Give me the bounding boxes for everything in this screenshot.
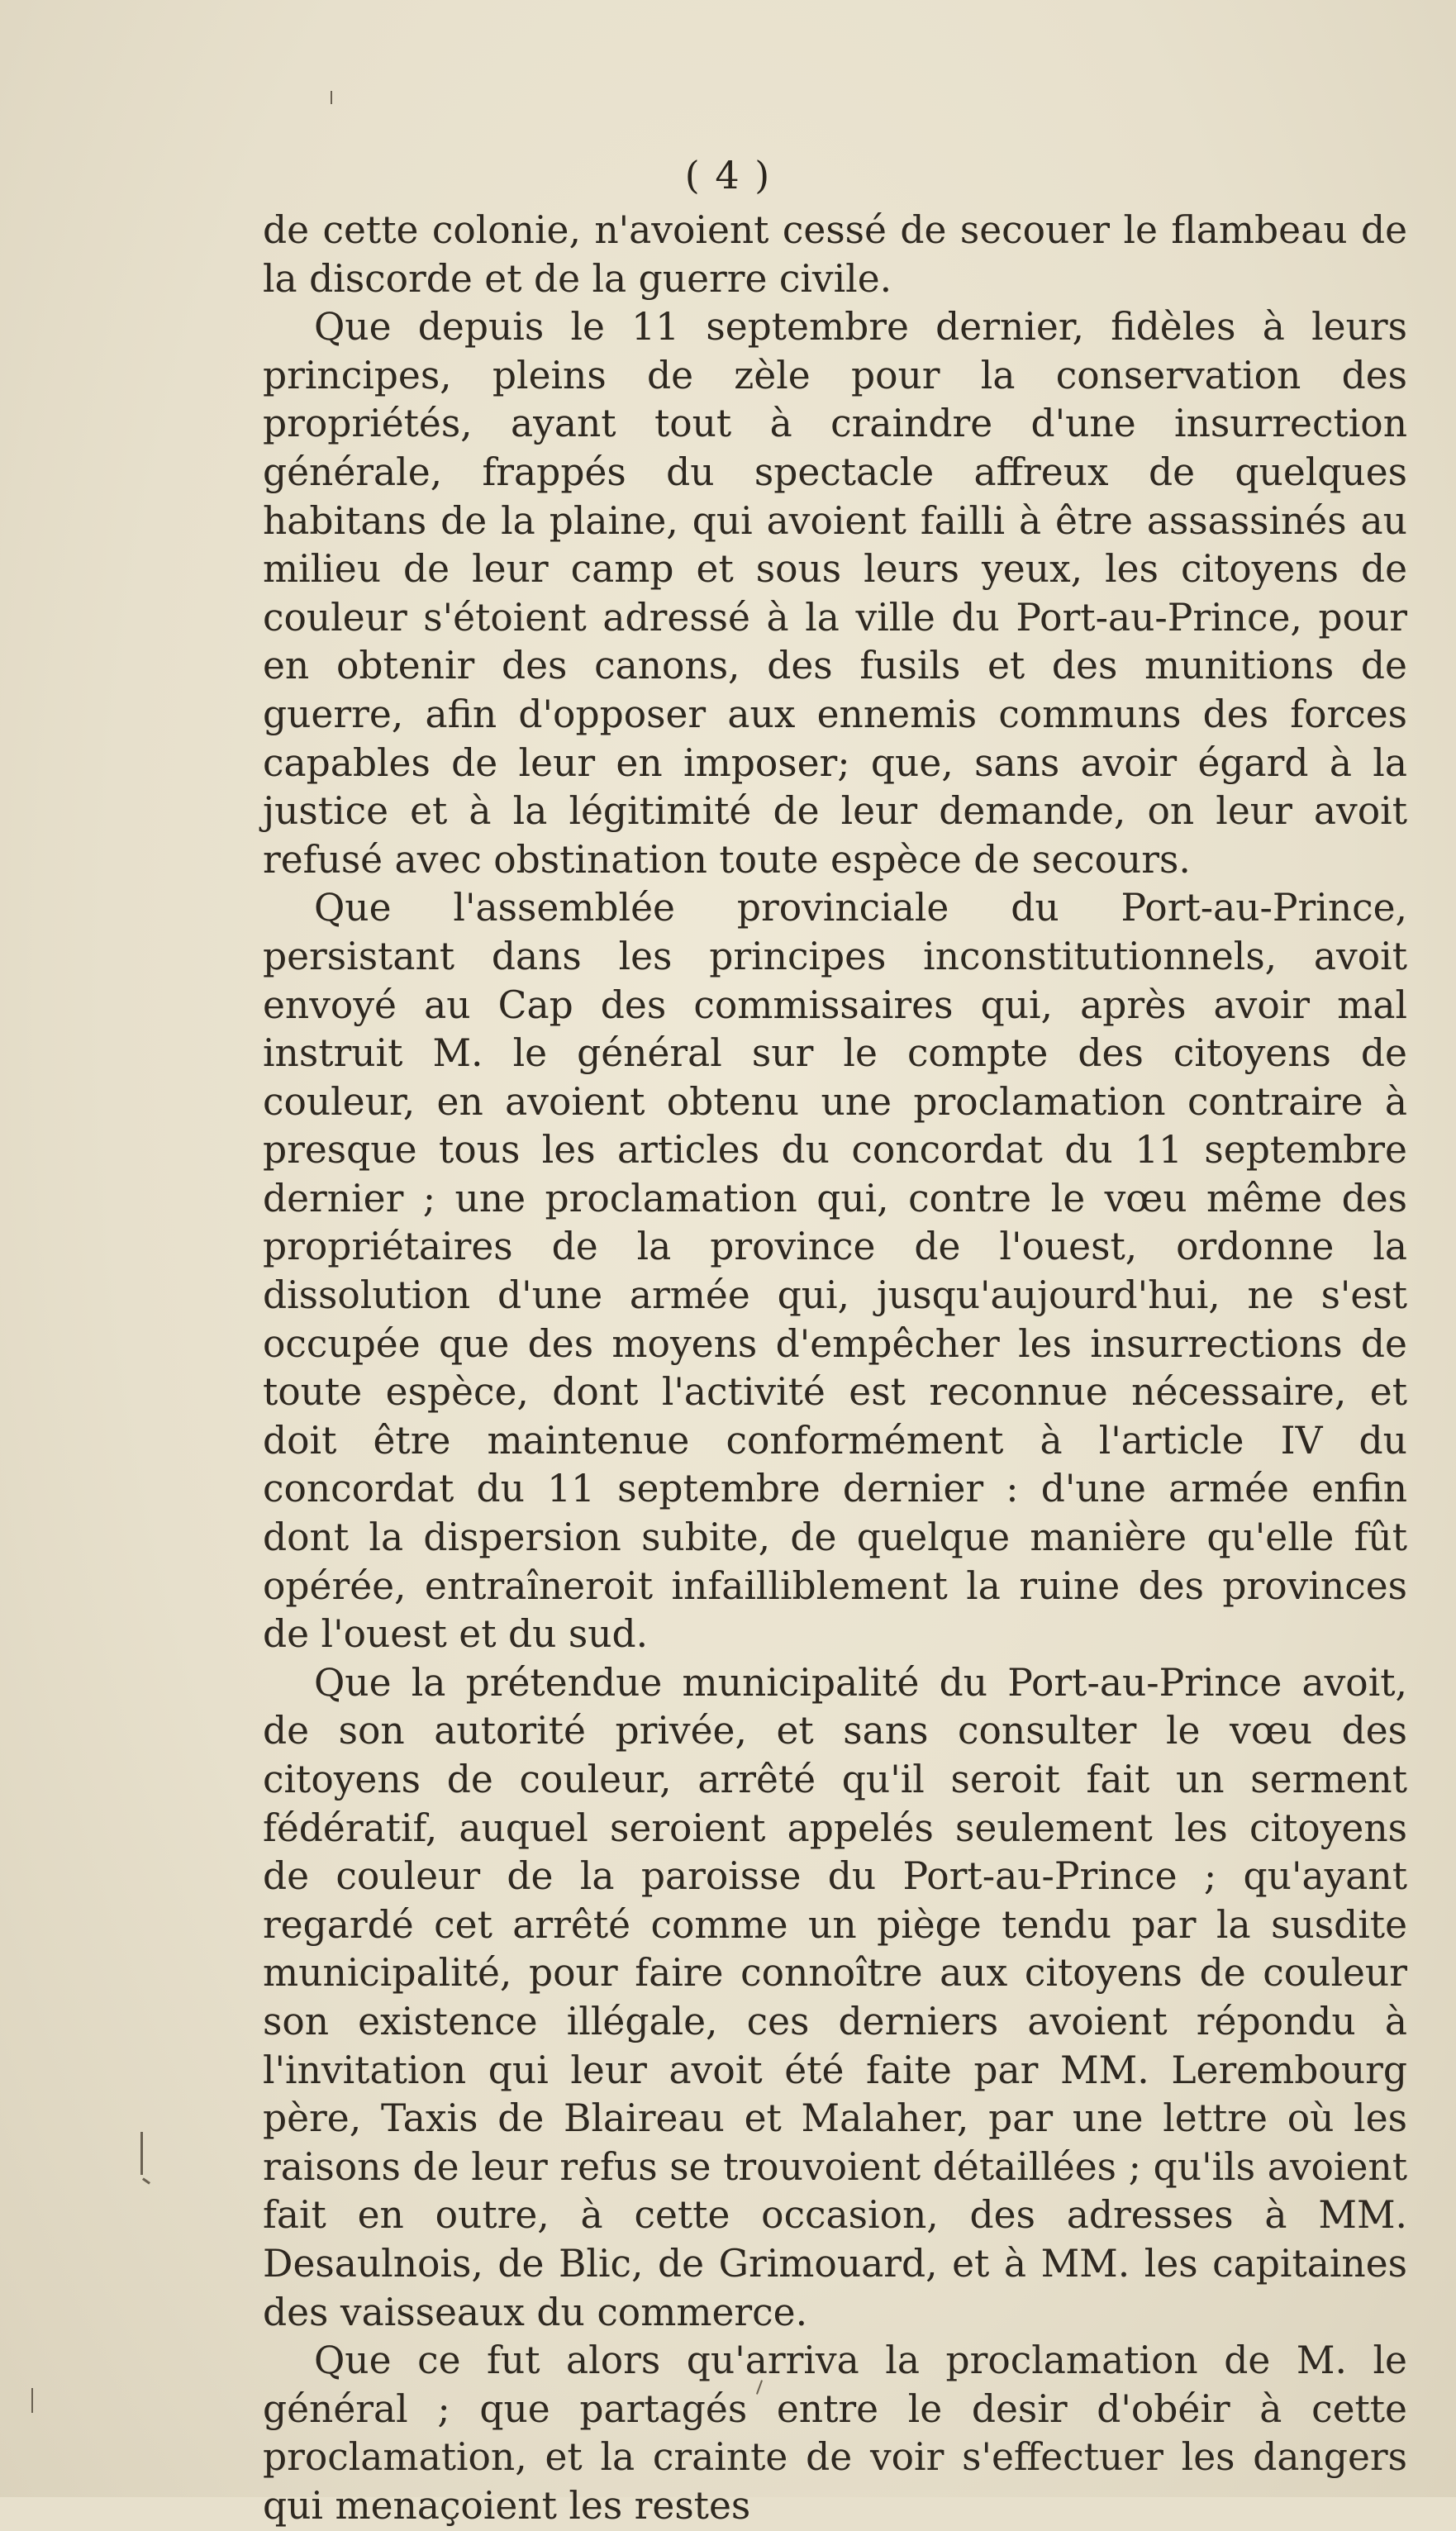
paragraph-proclamation: Que ce fut alors qu'arriva la proclamation de M. le général ; que partagés entre le desir d'obéir à cette proclamation, et la crainte de voir s'effectuer les dangers qui menaçoient les restes	[263, 2338, 1407, 2528]
margin-ink-mark	[31, 2388, 33, 2413]
margin-ink-mark	[331, 91, 332, 104]
paragraph-continuation: de cette colonie, n'avoient cessé de secouer le flambeau de la discorde et de la guerre civile.	[263, 208, 1407, 301]
page-number: ( 4 )	[684, 153, 772, 197]
margin-ink-mark	[140, 2132, 143, 2175]
paragraph-septembre: Que depuis le 11 septembre dernier, fidèles à leurs principes, pleins de zèle pour la conservation des propriétés, ayant tout à craindre d'une insurrection générale, frappés du spectacle affreux de quelques habitans de la plaine, qui avoient failli à être assassinés au milieu de leur camp et sous leurs yeux, les citoyens de couleur s'étoient adressé à la ville du Port-au-Prince, pour en obtenir des canons, des fusils et des munitions de guerre, afin d'opposer aux ennemis communs des forces capables de leur en imposer; que, sans avoir égard à la justice et à la légitimité de leur demande, on leur avoit refusé avec obstination toute espèce de secours.	[263, 305, 1407, 882]
body-text	[263, 207, 1407, 2531]
paragraph-municipalite: Que la prétendue municipalité du Port-au-Prince avoit, de son autorité privée, et sans consulter le vœu des citoyens de couleur, arrêté qu'il seroit fait un serment fédératif, auquel seroient appelés seulement les citoyens de couleur de la paroisse du Port-au-Prince ; qu'ayant regardé cet arrêté comme un piège tendu par la susdite municipalité, pour faire connoître aux citoyens de couleur son existence illégale, ces derniers avoient répondu à l'invitation qui leur avoit été faite par MM. Lerembourg père, Taxis de Blaireau et Malaher, par une lettre où les raisons de leur refus se trouvoient détaillées ; qu'ils avoient fait en outre, à cette occasion, des adresses à MM. Desaulnois, de Blic, de Grimouard, et à MM. les capitaines des vaisseaux du commerce.	[263, 1660, 1407, 2334]
margin-ink-mark	[142, 2177, 150, 2184]
paragraph-assemblee: Que l'assemblée provinciale du Port-au-Prince, persistant dans les principes inconstitutionnels, avoit envoyé au Cap des commissaires qui, après avoir mal instruit M. le général sur le compte des citoyens de couleur, en avoient obtenu une proclamation contraire à presque tous les articles du concordat du 11 septembre dernier ; une proclamation qui, contre le vœu même des propriétaires de la province de l'ouest, ordonne la dissolution d'une armée qui, jusqu'aujourd'hui, ne s'est occupée que des moyens d'empêcher les insurrections de toute espèce, dont l'activité est reconnue nécessaire, et doit être maintenue conformément à l'article IV du concordat du 11 septembre dernier : d'une armée enfin dont la dispersion subite, de quelque manière qu'elle fût opérée, entraîneroit infailliblement la ruine des provinces de l'ouest et du sud.	[263, 886, 1407, 1657]
